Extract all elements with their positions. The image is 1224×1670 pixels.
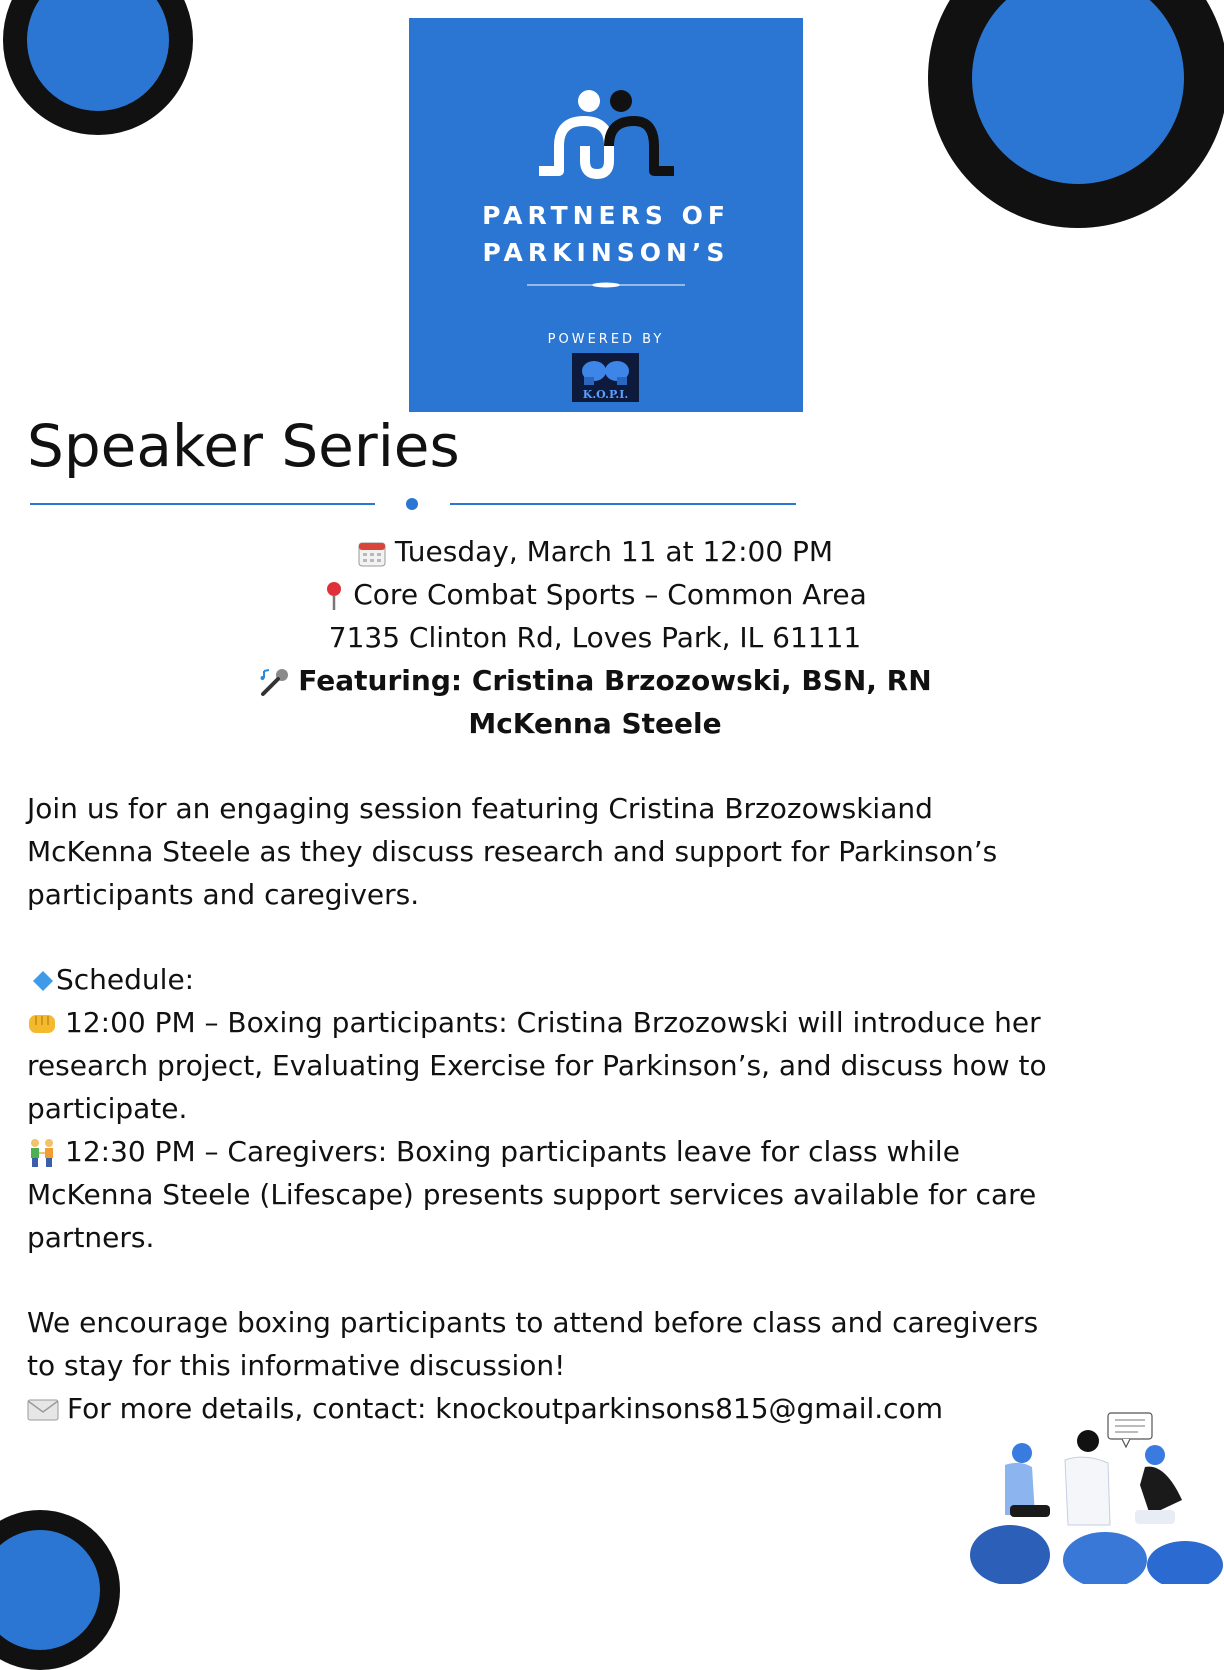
schedule-section	[27, 958, 1207, 1259]
schedule-item-1-line-2: research project, Evaluating Exercise for Parkinson’s, and discuss how to	[27, 1049, 1047, 1082]
featuring-line	[240, 659, 950, 702]
schedule-item-2-line-1	[27, 1130, 1207, 1173]
intro-line-1: Join us for an engaging session featuring Cristina Brzozowskiand	[27, 792, 933, 825]
closing-line-1: We encourage boxing participants to attend before class and caregivers	[27, 1306, 1039, 1339]
blue-diamond-icon	[32, 970, 54, 992]
schedule-heading: Schedule:	[56, 963, 195, 996]
logo-name-line2: PARKINSON’S	[482, 238, 730, 267]
logo-name-line1: PARTNERS OF	[482, 201, 730, 230]
decorative-ring-bottom-left	[0, 1510, 120, 1670]
location-line	[240, 573, 950, 616]
partners-of-parkinsons-logo	[409, 18, 803, 412]
contact-text: For more details, contact: knockoutparkinsons815@gmail.com	[67, 1392, 943, 1425]
boxing-gloves-icon	[572, 353, 639, 389]
schedule-item-1-line-1	[27, 1001, 1207, 1044]
envelope-icon	[27, 1398, 59, 1422]
speech-bubble-icon	[1108, 1413, 1152, 1447]
calendar-icon	[357, 538, 387, 568]
schedule-item-2-line-3: partners.	[27, 1221, 155, 1254]
closing-line-2: to stay for this informative discussion!	[27, 1349, 566, 1382]
powered-by-label: POWERED BY	[547, 332, 665, 347]
microphone-icon	[258, 667, 290, 697]
kopi-badge-text: K.O.P.I.	[582, 388, 629, 401]
intro-paragraph	[27, 787, 1207, 916]
event-details	[240, 530, 950, 745]
schedule-heading-line	[27, 958, 1207, 1001]
intro-line-3: participants and caregivers.	[27, 878, 420, 911]
date-line	[240, 530, 950, 573]
schedule-item-2-line-2: McKenna Steele (Lifescape) presents support services available for care	[27, 1178, 1037, 1211]
schedule-item-1-line-3: participate.	[27, 1092, 188, 1125]
page-title: Speaker Series	[27, 412, 460, 480]
decorative-ring-top-left	[3, 0, 193, 135]
logo-ornament-divider	[527, 281, 685, 289]
people-conversation-illustration	[960, 1405, 1224, 1584]
featuring-speaker: Featuring: Cristina Brzozowski, BSN, RN	[298, 664, 932, 697]
title-divider	[30, 494, 796, 514]
decorative-ring-top-right	[928, 0, 1224, 228]
event-date: Tuesday, March 11 at 12:00 PM	[394, 535, 834, 568]
pin-icon	[323, 580, 345, 612]
people-logo-icon	[534, 86, 684, 186]
kopi-badge	[572, 353, 639, 402]
event-address: 7135 Clinton Rd, Loves Park, IL 61111	[328, 621, 862, 654]
featuring-speaker-2: McKenna Steele	[468, 707, 722, 740]
schedule-item-2-text-1: 12:30 PM – Caregivers: Boxing participants leave for class while	[65, 1135, 960, 1168]
intro-line-2: McKenna Steele as they discuss research and support for Parkinson’s	[27, 835, 998, 868]
fist-icon	[27, 1011, 57, 1037]
schedule-item-1-text-1: 12:00 PM – Boxing participants: Cristina Brzozowski will introduce her	[65, 1006, 1041, 1039]
people-holding-hands-icon	[27, 1138, 57, 1168]
event-location: Core Combat Sports – Common Area	[353, 578, 867, 611]
